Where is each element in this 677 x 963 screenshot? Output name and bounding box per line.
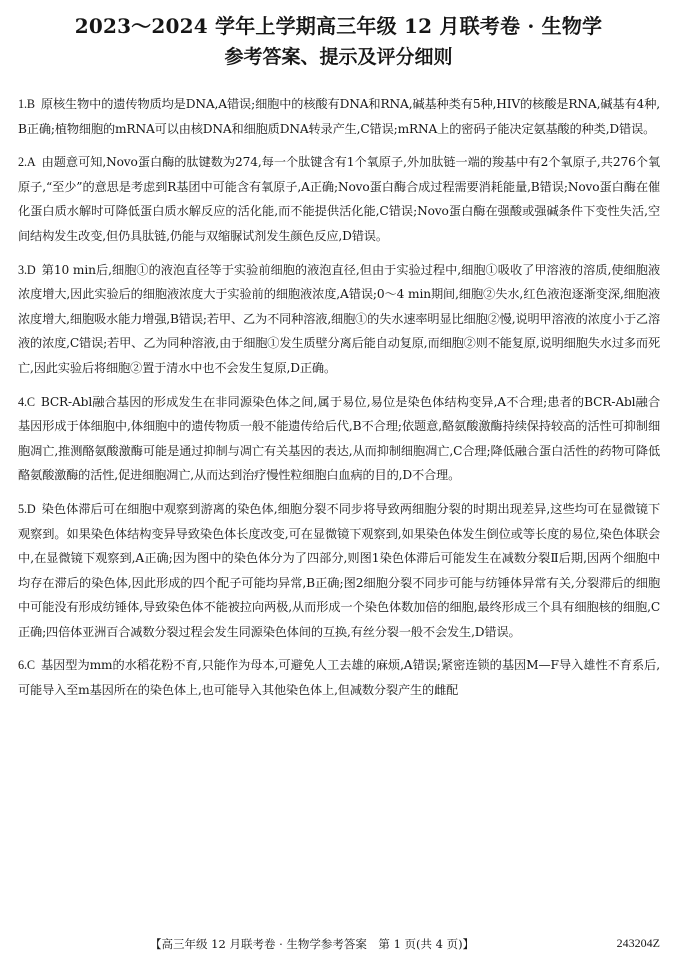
document-subtitle: 参考答案、提示及评分细则 [224, 46, 453, 68]
item-answer: C [26, 658, 35, 673]
answer-item-3 [18, 258, 660, 381]
answer-item-4 [18, 390, 660, 488]
answer-item-text [18, 653, 660, 702]
answer-item-2 [18, 150, 660, 248]
item-answer: B [26, 97, 35, 111]
item-answer: D [26, 262, 36, 277]
item-explanation: BCR-Abl融合基因的形成发生在非同源染色体之间,属于易位,易位是染色体结构变异,A不合理;患者的BCR-Abl融合基因形成于体细胞中,体细胞中的遗传物质一般不能遗传给后代,B不合理;依题意,酪氨酸激酶持续保持较高的活性可抑制细胞凋亡,推测酪氨酸激酶可能是通过抑制与凋亡有关基因的表达,从而抑制细胞凋亡,C合理;降低融合蛋白活性的药物可降低酪氨酸激酶的活性,促进细胞凋亡,从而达到治疗慢性粒细胞白血病的目的,D不合理。 [18, 394, 660, 483]
item-number: 6. [18, 658, 27, 673]
answer-item-text [18, 258, 660, 381]
item-explanation: 染色体滞后可在细胞中观察到游离的染色体,细胞分裂不同步将导致两细胞分裂的时期出现差异,这些均可在显微镜下观察到。如果染色体结构变异导致染色体长度改变,可在显微镜下观察到,如果染色体发生倒位或等长度的易位,染色体联会中,在显微镜下观察到,A正确;因为图中的染色体分为了四部分,则图1染色体滞后可能发生在减数分裂Ⅱ后期,因两个细胞中均存在滞后的染色体,因此形成的四个配子可能均异常,B正确;图2细胞分裂不同步可能与纺锤体异常有关,分裂滞后的细胞中可能没有形成纺锤体,导致染色体不能被拉向两极,从而形成一个染色体数加倍的细胞,最终形成三个具有细胞核的细胞,C正确;四倍体亚洲百合减数分裂过程会发生同源染色体间的互换,有丝分裂一般不会发生,D错误。 [18, 501, 660, 639]
item-answer: D [26, 501, 36, 516]
item-number: 4. [18, 394, 27, 409]
answer-item-1 [18, 92, 660, 141]
answer-item-text [18, 390, 660, 488]
answer-item-text [18, 497, 660, 645]
footer-page-info: 【高三年级 12 月联考卷 · 生物学参考答案 第 1 页(共 4 页)】 [150, 937, 475, 951]
item-number: 2. [18, 155, 27, 170]
item-answer: A [26, 155, 36, 170]
item-number: 5. [18, 501, 27, 516]
item-number: 1. [18, 97, 27, 111]
answer-item-6 [18, 653, 660, 702]
footer-code: 243204Z [616, 936, 660, 950]
answer-item-5 [18, 497, 660, 645]
item-explanation: 基因型为mm的水稻花粉不育,只能作为母本,可避免人工去雄的麻烦,A错误;紧密连锁的基因M—F导入雄性不育系后,可能导入至m基因所在的染色体上,也可能导入其他染色体上,但减数分裂产生的雌配 [18, 658, 660, 698]
answer-item-text [18, 150, 660, 248]
answer-list [18, 92, 660, 712]
item-explanation: 第10 min后,细胞①的液泡直径等于实验前细胞的液泡直径,但由于实验过程中,细胞①吸收了甲溶液的溶质,使细胞液浓度增大,因此实验后的细胞液浓度大于实验前的细胞液浓度,A错误;0～4 min期间,细胞②失水,红色液泡逐渐变深,细胞液浓度增大,细胞吸水能力增强,B错误;若甲、乙为不同种溶液,细胞①的失水速率明显比细胞②慢,说明甲溶液的浓度小于乙溶液的浓度,C错误;若甲、乙为同种溶液,由于细胞①发生质壁分离后能自动复原,而细胞②则不能复原,说明细胞失水过多而死亡,因此实验后将细胞②置于清水中也不会发生复原,D正确。 [18, 262, 660, 375]
item-explanation: 由题意可知,Novo蛋白酶的肽键数为274,每一个肽键含有1个氧原子,外加肽链一端的羧基中有2个氧原子,共276个氧原子,“至少”的意思是考虑到R基团中可能含有氧原子,A正确;Novo蛋白酶合成过程需要消耗能量,B错误;Novo蛋白酶在催化蛋白质水解时可降低蛋白质水解反应的活化能,而不能提供活化能,C错误;Novo蛋白酶在强酸或强碱条件下变性失活,空间结构发生改变,但仍具肽链,仍能与双缩脲试剂发生颜色反应,D错误。 [18, 155, 660, 243]
page-footer [0, 936, 677, 954]
answer-item-text [18, 92, 660, 141]
item-number: 3. [18, 262, 27, 277]
item-answer: C [26, 394, 35, 409]
item-explanation: 原核生物中的遗传物质均是DNA,A错误;细胞中的核酸有DNA和RNA,碱基种类有5种,HIV的核酸是RNA,碱基有4种,B正确;植物细胞的mRNA可以由核DNA和细胞质DNA转录产生,C错误;mRNA上的密码子能决定氨基酸的种类,D错误。 [18, 97, 660, 136]
document-title: 2023～2024 学年上学期高三年级 12 月联考卷 · 生物学 [74, 14, 603, 38]
